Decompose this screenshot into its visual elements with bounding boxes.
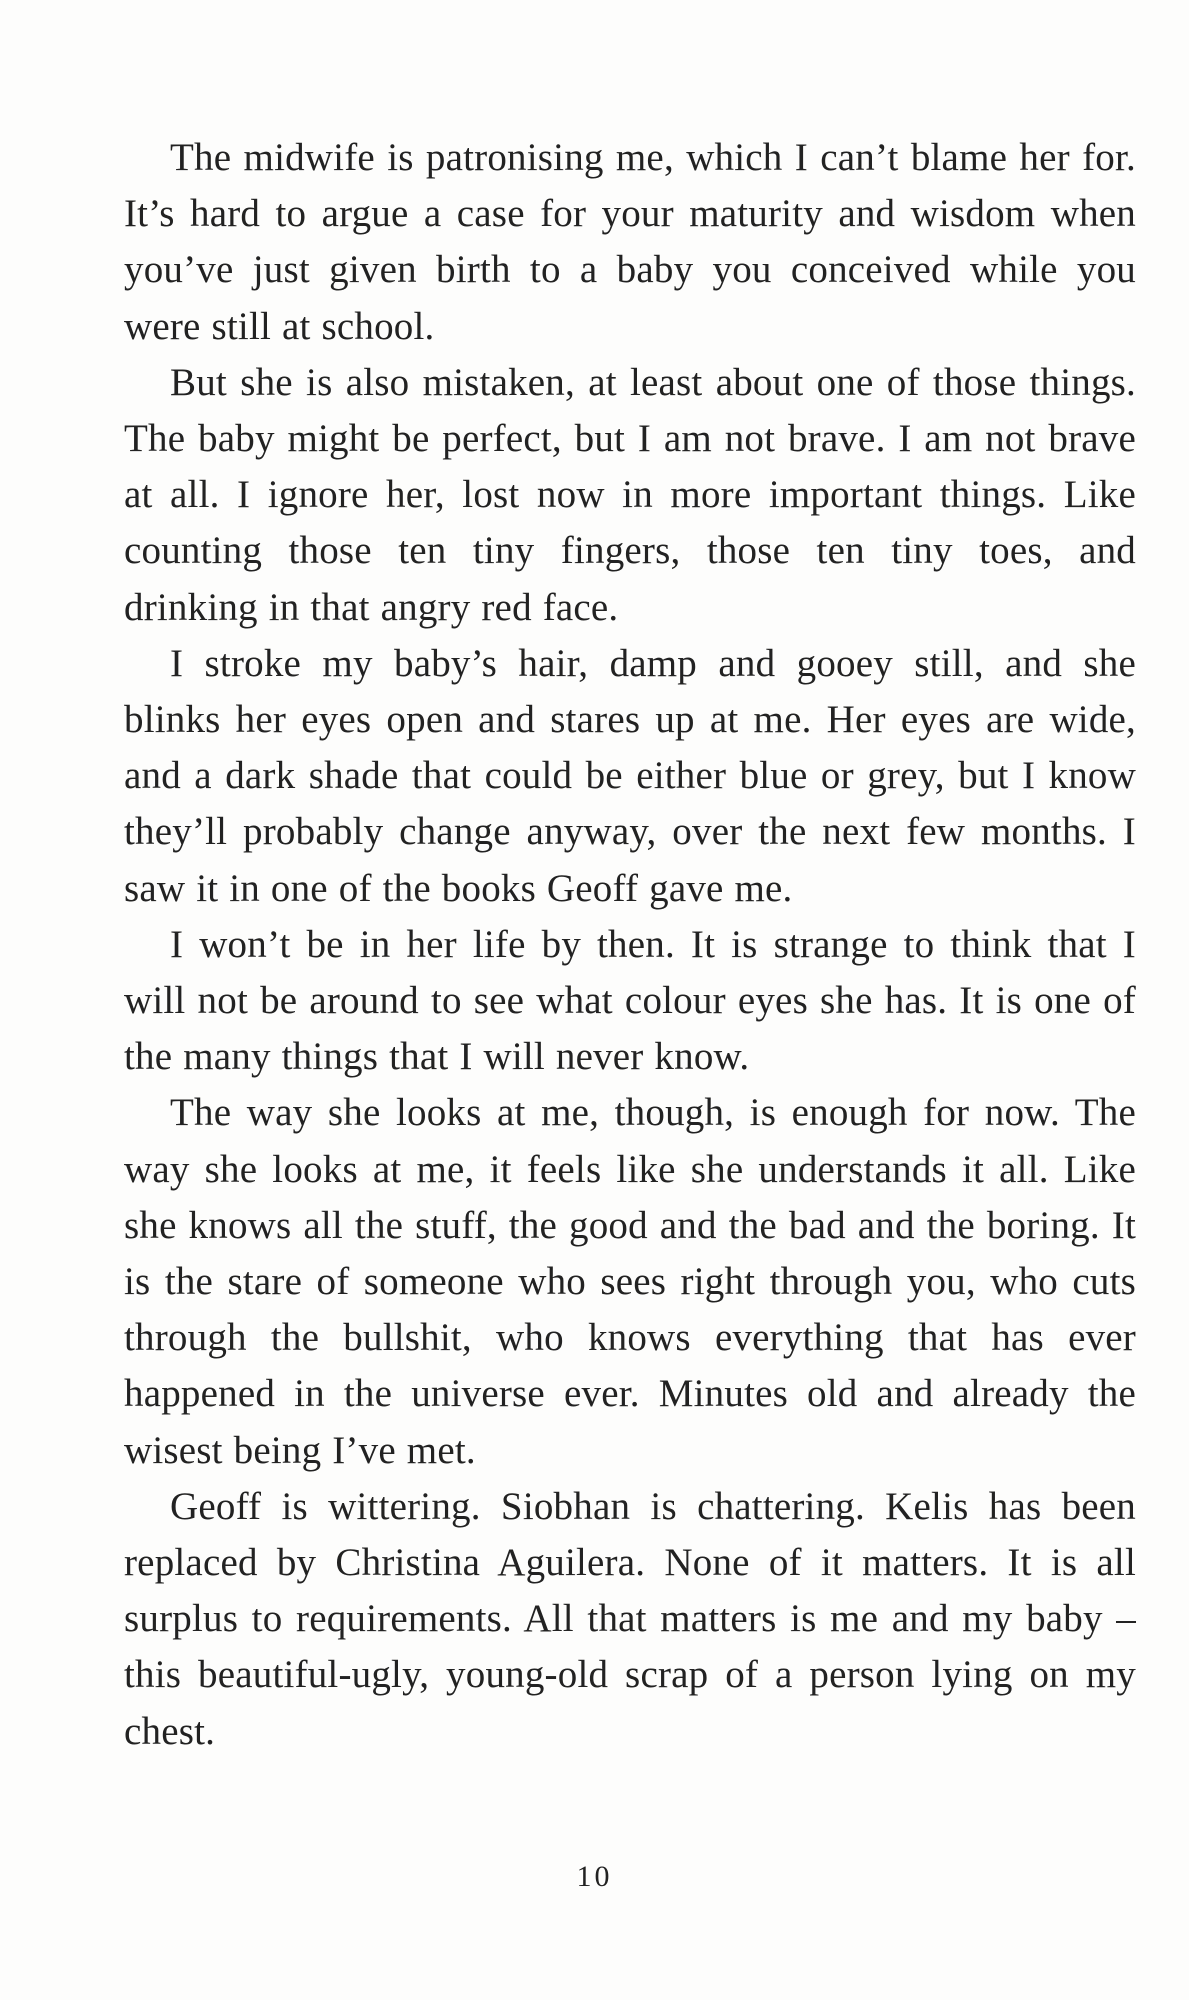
paragraph-1: The midwife is patronising me, which I can’t blame her for. It’s hard to argue a case for your maturity and wisdom when you’ve just given birth to a baby you conceived while you were still at school. [124,136,1136,348]
body-text [124,130,1136,1760]
paragraph-2: But she is also mistaken, at least about one of those things. The baby might be perfect, but I am not brave. I am not brave at all. I ignore her, lost now in more important things. Like counting those ten tiny fingers, those ten tiny toes, and drinking in that angry red face. [124,360,1136,629]
paragraph-5: The way she looks at me, though, is enough for now. The way she looks at me, it feels like she understands it all. Like she knows all the stuff, the good and the bad and the boring. It is the stare of someone who sees right through you, who cuts through the bullshit, who knows everything that has ever happened in the universe ever. Minutes old and already the wisest being I’ve met. [124,1091,1136,1472]
paragraph-3: I stroke my baby’s hair, damp and gooey still, and she blinks her eyes open and stares up at me. Her eyes are wide, and a dark shade that could be either blue or grey, but I know they’ll probably change anyway, over the next few months. I saw it in one of the books Geoff gave me. [124,641,1136,910]
page-number: 10 [576,1860,613,1893]
paragraph-4: I won’t be in her life by then. It is strange to think that I will not be around to see what colour eyes she has. It is one of the many things that I will never know. [124,922,1136,1079]
paragraph-6: Geoff is wittering. Siobhan is chattering. Kelis has been replaced by Christina Aguilera. None of it matters. It is all surplus to requirements. All that matters is me and my baby – this beautiful-ugly, young-old scrap of a person lying on my chest. [124,1484,1136,1753]
